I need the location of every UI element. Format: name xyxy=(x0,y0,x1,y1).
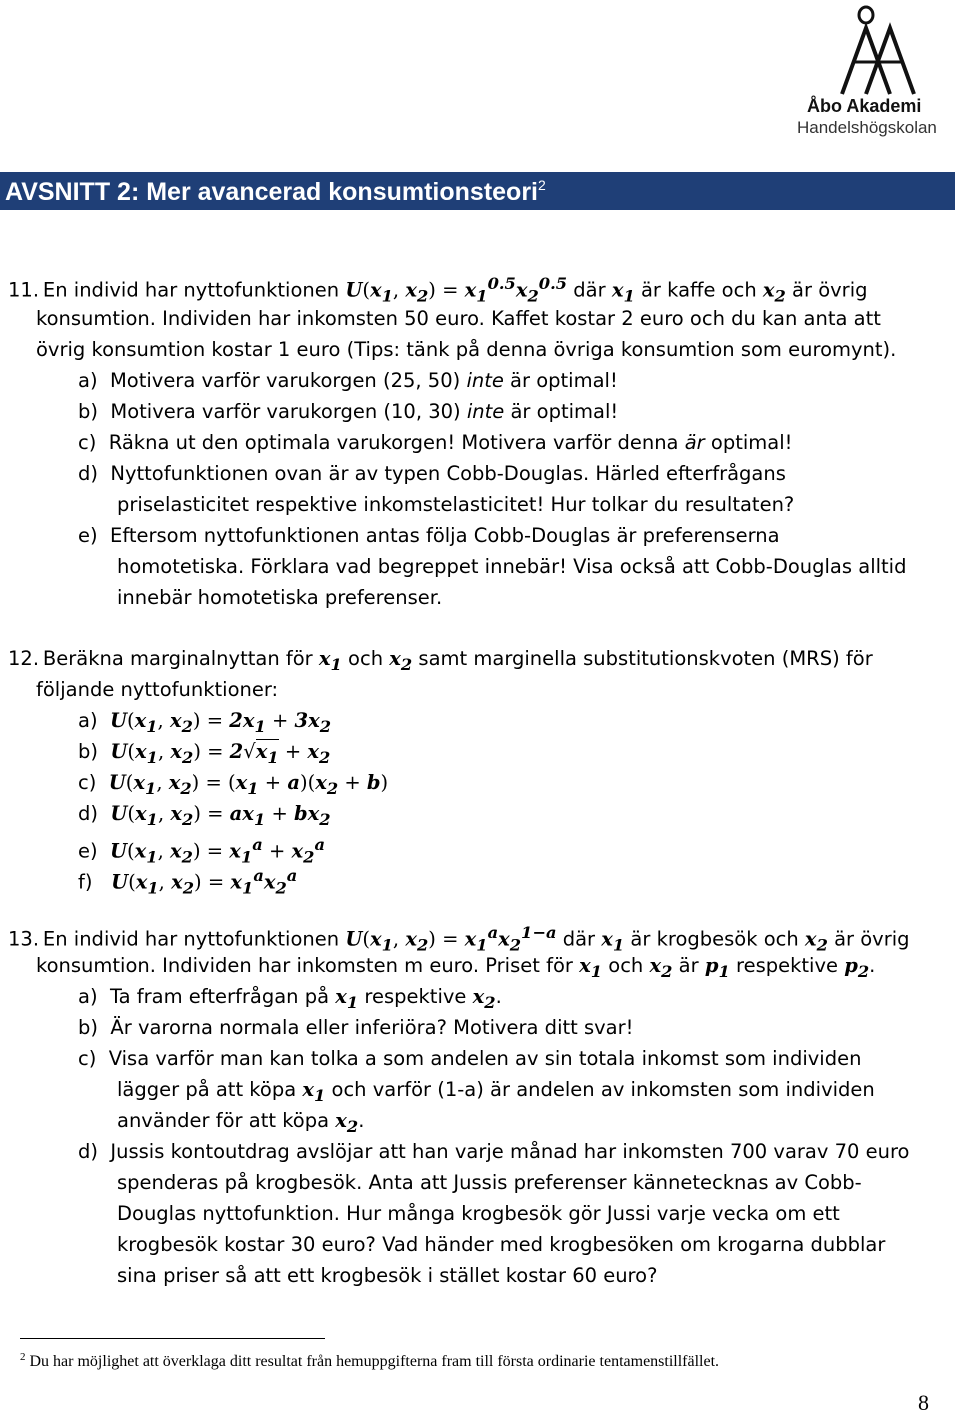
text-line: följande nyttofunktioner: xyxy=(36,678,279,701)
text-line: 13. En individ har nyttofunktionen $U(x_1$, $x_2) = x_1^ax_2^{1-a}$ där $x_1$ är krogbesök och $x_2$ är övrig xyxy=(8,923,910,955)
logo-name: Åbo Akademi xyxy=(807,96,922,116)
text-line: a) Motivera varför varukorgen (25, 50) inte är optimal! xyxy=(78,369,618,392)
text-line: c) Visa varför man kan tolka a som andelen av sin totala inkomst som individen xyxy=(78,1047,862,1070)
text-line: b) Motivera varför varukorgen (10, 30) inte är optimal! xyxy=(78,400,619,423)
text-line: e) Eftersom nyttofunktionen antas följa Cobb-Douglas är preferenserna xyxy=(78,524,780,547)
text-line: d) Nyttofunktionen ovan är av typen Cobb-Douglas. Härled efterfrågans xyxy=(78,462,786,485)
text-line: Douglas nyttofunktion. Hur många krogbesök gör Jussi varje vecka om ett xyxy=(117,1202,840,1225)
text-line: c) $U(x_1$, $x_2) = (x_1 + a)(x_2 + b)$ xyxy=(78,771,389,798)
text-line: f) $U(x_1$, $x_2) = x_1^ax_2^a$ xyxy=(78,866,298,898)
page-number: 8 xyxy=(918,1390,929,1415)
text-line: a) Ta fram efterfrågan på $x_1$ respektive $x_2$. xyxy=(78,985,502,1012)
footnote: $^2$ Du har möjlighet att överklaga ditt resultat från hemuppgifterna fram till första ordinarie tentamenstillfället. xyxy=(20,1351,720,1370)
text-line: 12. Beräkna marginalnyttan för $x_1$ och $x_2$ samt marginella substitutionskvoten (MRS) för xyxy=(8,647,873,674)
text-line: homotetiska. Förklara vad begreppet innebär! Visa också att Cobb-Douglas alltid xyxy=(117,555,907,578)
text-line: sina priser så att ett krogbesök i stället kostar 60 euro? xyxy=(117,1264,658,1287)
text-line: priselasticitet respektive inkomstelasticitet! Hur tolkar du resultaten? xyxy=(117,493,795,516)
text-line: c) Räkna ut den optimala varukorgen! Motivera varför denna är optimal! xyxy=(78,431,793,454)
section-title: AVSNITT 2: Mer avancerad konsumtionsteori$^2$ xyxy=(5,177,546,206)
text-line: d) Jussis kontoutdrag avslöjar att han varje månad har inkomsten 700 varav 70 euro xyxy=(78,1140,910,1163)
text-line: b) $U(x_1$, $x_2) = 2√x_1 + x_2$ xyxy=(78,740,331,767)
text-line: använder för att köpa $x_2$. xyxy=(117,1109,365,1136)
text-line: d) $U(x_1$, $x_2) = ax_1 + bx_2$ xyxy=(78,802,331,829)
footnote-ref: 2 xyxy=(538,177,546,193)
footnote-separator xyxy=(20,1338,325,1339)
text-line: b) Är varorna normala eller inferiöra? Motivera ditt svar! xyxy=(78,1016,634,1039)
text-line: 11. En individ har nyttofunktionen $U(x_1$, $x_2) = x_1^{0.5}x_2^{0.5}$ där $x_1$ är kaffe och $x_2$ är övrig xyxy=(8,274,868,306)
text-line: e) $U(x_1$, $x_2) = x_1^a + x_2^a$ xyxy=(78,835,326,867)
text-line: a) $U(x_1$, $x_2) = 2x_1 + 3x_2$ xyxy=(78,709,332,736)
text-line: krogbesök kostar 30 euro? Vad händer med krogbesöken om krogarna dubblar xyxy=(117,1233,886,1256)
text-line: konsumtion. Individen har inkomsten 50 euro. Kaffet kostar 2 euro och du kan anta att xyxy=(36,307,881,330)
text-line: konsumtion. Individen har inkomsten m euro. Priset för $x_1$ och $x_2$ är $p_1$ respektive $p_2$. xyxy=(36,954,876,981)
logo-faculty: Handelshögskolan xyxy=(797,118,937,137)
text-line: lägger på att köpa $x_1$ och varför (1-a) är andelen av inkomsten som individen xyxy=(117,1078,875,1105)
text-line: innebär homotetiska preferenser. xyxy=(117,586,443,609)
text-line: övrig konsumtion kostar 1 euro (Tips: tänk på denna övriga konsumtion som euromynt). xyxy=(36,338,897,361)
text-line: spenderas på krogbesök. Anta att Jussis preferenser kännetecknas av Cobb- xyxy=(117,1171,862,1194)
